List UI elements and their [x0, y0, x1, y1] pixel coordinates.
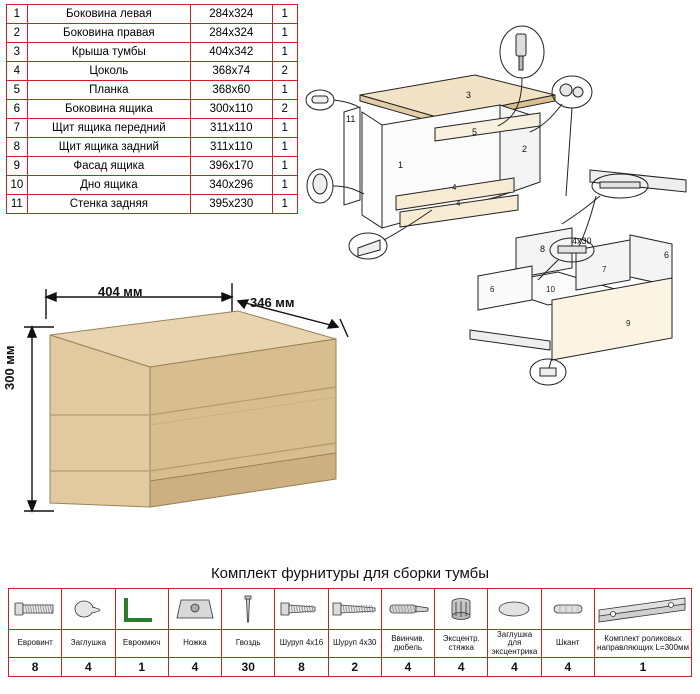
hardware-count: 2 [328, 658, 381, 677]
parts-cell-num: 2 [7, 24, 28, 43]
svg-text:6: 6 [664, 250, 670, 260]
hardware-label: Заглушка для эксцентрика [488, 630, 541, 658]
svg-text:2: 2 [522, 144, 528, 154]
svg-text:4х30: 4х30 [572, 236, 592, 246]
parts-cell-name: Боковина левая [27, 5, 190, 24]
parts-cell-num: 1 [7, 5, 28, 24]
hardware-label: Заглушка [62, 630, 115, 658]
dowel-icon [541, 589, 594, 630]
parts-cell-size: 368х74 [191, 62, 272, 81]
hardware-count: 1 [595, 658, 692, 677]
svg-text:10: 10 [546, 285, 555, 294]
parts-cell-num: 7 [7, 119, 28, 138]
parts-cell-size: 311х110 [191, 119, 272, 138]
parts-cell-qty: 1 [272, 176, 298, 195]
hardware-count: 4 [168, 658, 221, 677]
parts-cell-size: 311х110 [191, 138, 272, 157]
parts-cell-name: Цоколь [27, 62, 190, 81]
parts-cell-qty: 1 [272, 195, 298, 214]
hardware-count: 8 [9, 658, 62, 677]
parts-cell-size: 284х324 [191, 5, 272, 24]
hardware-count: 4 [435, 658, 488, 677]
parts-cell-num: 5 [7, 81, 28, 100]
parts-cell-size: 396х170 [191, 157, 272, 176]
hardware-count: 8 [275, 658, 328, 677]
hardware-label: Шуруп 4х30 [328, 630, 381, 658]
table-row [7, 100, 298, 119]
table-row [7, 81, 298, 100]
parts-cell-name: Боковина правая [27, 24, 190, 43]
cam-cap-icon [488, 589, 541, 630]
parts-cell-qty: 2 [272, 100, 298, 119]
svg-text:8: 8 [540, 244, 546, 254]
hardware-count: 1 [115, 658, 168, 677]
parts-cell-name: Стенка задняя [27, 195, 190, 214]
svg-text:3: 3 [466, 90, 472, 100]
parts-cell-qty: 1 [272, 157, 298, 176]
cam-lock-icon [435, 589, 488, 630]
svg-text:4: 4 [456, 199, 461, 208]
table-row [7, 157, 298, 176]
svg-text:1: 1 [398, 160, 404, 170]
svg-text:4: 4 [452, 183, 457, 192]
parts-cell-qty: 1 [272, 81, 298, 100]
hardware-count: 4 [381, 658, 434, 677]
parts-cell-qty: 1 [272, 5, 298, 24]
parts-cell-qty: 2 [272, 62, 298, 81]
hardware-label: Ввинчив. дюбель [381, 630, 434, 658]
parts-cell-qty: 1 [272, 24, 298, 43]
dimensioned-product-view [10, 275, 390, 545]
parts-cell-qty: 1 [272, 43, 298, 62]
hexkey-icon [115, 589, 168, 630]
svg-text:11: 11 [346, 114, 356, 124]
parts-cell-qty: 1 [272, 119, 298, 138]
parts-cell-name: Дно ящика [27, 176, 190, 195]
screw-4x30-icon [328, 589, 381, 630]
parts-cell-num: 8 [7, 138, 28, 157]
table-row [7, 5, 298, 24]
cap-icon [62, 589, 115, 630]
hardware-count: 30 [222, 658, 275, 677]
table-row [7, 43, 298, 62]
slide-rails-icon [595, 589, 692, 630]
parts-cell-num: 9 [7, 157, 28, 176]
table-row [7, 119, 298, 138]
hardware-label: Еврокмюч [115, 630, 168, 658]
parts-cell-size: 340х296 [191, 176, 272, 195]
hardware-label: Шкант [541, 630, 594, 658]
parts-cell-size: 368х60 [191, 81, 272, 100]
parts-cell-qty: 1 [272, 138, 298, 157]
parts-cell-size: 395х230 [191, 195, 272, 214]
hardware-count: 4 [488, 658, 541, 677]
hardware-label: Эксцентр. стяжка [435, 630, 488, 658]
parts-cell-size: 284х324 [191, 24, 272, 43]
svg-text:5: 5 [472, 127, 478, 137]
hardware-count: 4 [62, 658, 115, 677]
parts-cell-size: 300х110 [191, 100, 272, 119]
table-row [7, 138, 298, 157]
parts-cell-size: 404х342 [191, 43, 272, 62]
hardware-label: Евровинт [9, 630, 62, 658]
parts-cell-name: Крыша тумбы [27, 43, 190, 62]
table-row [7, 62, 298, 81]
parts-cell-num: 3 [7, 43, 28, 62]
svg-text:6: 6 [490, 285, 495, 294]
parts-cell-num: 6 [7, 100, 28, 119]
foot-icon [168, 589, 221, 630]
hardware-label: Шуруп 4х16 [275, 630, 328, 658]
parts-cell-num: 10 [7, 176, 28, 195]
parts-cell-name: Щит ящика задний [27, 138, 190, 157]
hardware-count: 4 [541, 658, 594, 677]
parts-table [6, 4, 298, 214]
euroscrew-icon [9, 589, 62, 630]
width-dimension-label: 404 мм [98, 284, 143, 299]
table-row [7, 195, 298, 214]
svg-text:9: 9 [626, 319, 631, 328]
hardware-kit-title: Комплект фурнитуры для сборки тумбы [210, 565, 490, 582]
parts-cell-name: Щит ящика передний [27, 119, 190, 138]
parts-cell-name: Планка [27, 81, 190, 100]
table-row [7, 176, 298, 195]
hardware-label: Комплект роликовых направляющих L=300мм [595, 630, 692, 658]
height-dimension-label: 300 мм [2, 345, 17, 390]
depth-dimension-label: 346 мм [250, 295, 295, 310]
nail-icon [222, 589, 275, 630]
hardware-label: Ножка [168, 630, 221, 658]
hardware-label: Гвоздь [222, 630, 275, 658]
parts-cell-name: Фасад ящика [27, 157, 190, 176]
screw-4x16-icon [275, 589, 328, 630]
hardware-kit-table [8, 588, 692, 677]
svg-text:7: 7 [602, 265, 607, 274]
table-row [7, 24, 298, 43]
dowel-screw-icon [381, 589, 434, 630]
parts-cell-num: 11 [7, 195, 28, 214]
parts-cell-num: 4 [7, 62, 28, 81]
parts-cell-name: Боковина ящика [27, 100, 190, 119]
